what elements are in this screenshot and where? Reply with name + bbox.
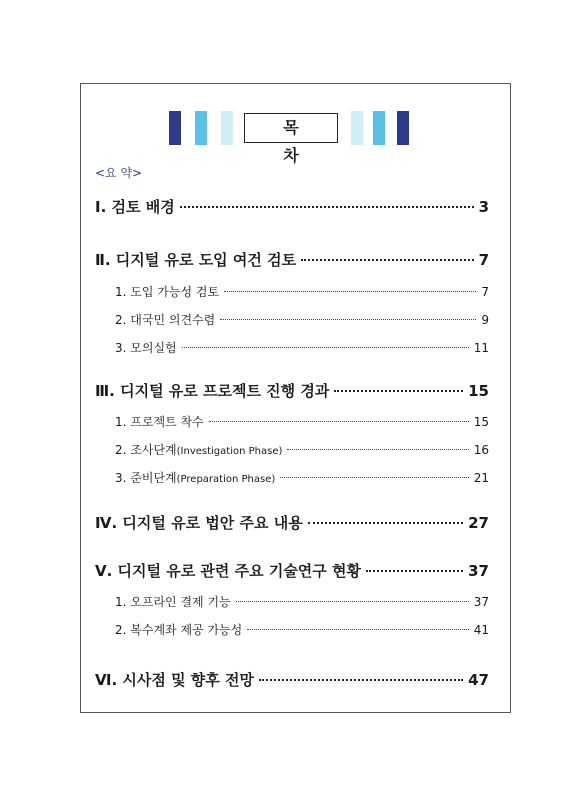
entry-page: 7 (478, 251, 489, 269)
entry-label-en: (Investigation Phase) (176, 446, 283, 457)
entry-label: Ⅵ. 시사점 및 향후 전망 (95, 671, 254, 689)
entry-page: 37 (473, 595, 489, 609)
entry-label-ko: 3. 준비단계 (115, 471, 177, 485)
entry-label: Ⅰ. 검토 배경 (95, 198, 175, 216)
entry-page: 15 (473, 415, 489, 429)
pale-bar-right (351, 111, 363, 145)
entry-page: 21 (473, 471, 489, 485)
summary-link[interactable]: <요 약> (95, 166, 143, 180)
toc-entry-5-1[interactable] (115, 593, 489, 610)
entry-label-ko: 2. 조사단계 (115, 443, 177, 457)
entry-label: Ⅱ. 디지털 유로 도입 여건 검토 (95, 251, 297, 269)
toc-entry-section-5[interactable] (95, 560, 489, 581)
navy-bar-right (397, 111, 409, 145)
entry-label: 1. 프로젝트 착수 (115, 415, 204, 429)
toc-title-row (81, 111, 510, 165)
entry-page: 15 (468, 382, 489, 400)
toc-entry-3-2[interactable] (115, 441, 489, 458)
entry-page: 16 (473, 443, 489, 457)
entry-page: 3 (478, 198, 489, 216)
entry-label: Ⅴ. 디지털 유로 관련 주요 기술연구 현황 (95, 562, 361, 580)
entry-page: 47 (468, 671, 489, 689)
toc-entry-section-4[interactable] (95, 512, 489, 533)
dot-leader (259, 679, 463, 681)
dot-leader (220, 319, 476, 320)
dot-leader (366, 570, 463, 572)
dot-leader (247, 629, 468, 630)
toc-entry-3-1[interactable] (115, 413, 489, 430)
entry-label: 3. 모의실험 (115, 341, 177, 355)
entry-label (115, 441, 282, 458)
dot-leader (180, 206, 474, 208)
dot-leader (287, 449, 468, 450)
toc-entry-section-6[interactable] (95, 669, 489, 690)
entry-label: Ⅳ. 디지털 유로 법안 주요 내용 (95, 514, 303, 532)
sky-bar-left (195, 111, 207, 145)
toc-entry-3-3[interactable] (115, 469, 489, 486)
dot-leader (308, 522, 463, 524)
entry-page: 7 (481, 285, 489, 299)
entry-label: 1. 도입 가능성 검토 (115, 285, 220, 299)
dot-leader (301, 259, 473, 261)
entry-page: 41 (473, 623, 489, 637)
entry-label: 2. 복수계좌 제공 가능성 (115, 623, 243, 637)
dot-leader (334, 390, 463, 392)
toc-entry-section-1[interactable] (95, 196, 489, 217)
sky-bar-right (373, 111, 385, 145)
pale-bar-left (221, 111, 233, 145)
toc-entry-section-3[interactable] (95, 380, 489, 401)
dot-leader (182, 347, 469, 348)
dot-leader (209, 421, 469, 422)
toc-entry-2-3[interactable] (115, 339, 489, 356)
entry-label-en: (Preparation Phase) (176, 474, 276, 485)
entry-label: Ⅲ. 디지털 유로 프로젝트 진행 경과 (95, 382, 330, 400)
navy-bar-left (169, 111, 181, 145)
entry-page: 9 (481, 313, 489, 327)
toc-frame (80, 83, 511, 713)
entry-page: 11 (473, 341, 489, 355)
entry-label: 2. 대국민 의견수렴 (115, 313, 216, 327)
toc-entry-section-2[interactable] (95, 249, 489, 270)
toc-entry-2-2[interactable] (115, 311, 489, 328)
entry-page: 37 (468, 562, 489, 580)
dot-leader (224, 291, 476, 292)
toc-title: 목 차 (244, 113, 338, 143)
dot-leader (280, 477, 468, 478)
entry-label (115, 469, 275, 486)
dot-leader (236, 601, 469, 602)
toc-entry-5-2[interactable] (115, 621, 489, 638)
toc-entry-2-1[interactable] (115, 283, 489, 300)
entry-page: 27 (468, 514, 489, 532)
entry-label: 1. 오프라인 결제 기능 (115, 595, 231, 609)
